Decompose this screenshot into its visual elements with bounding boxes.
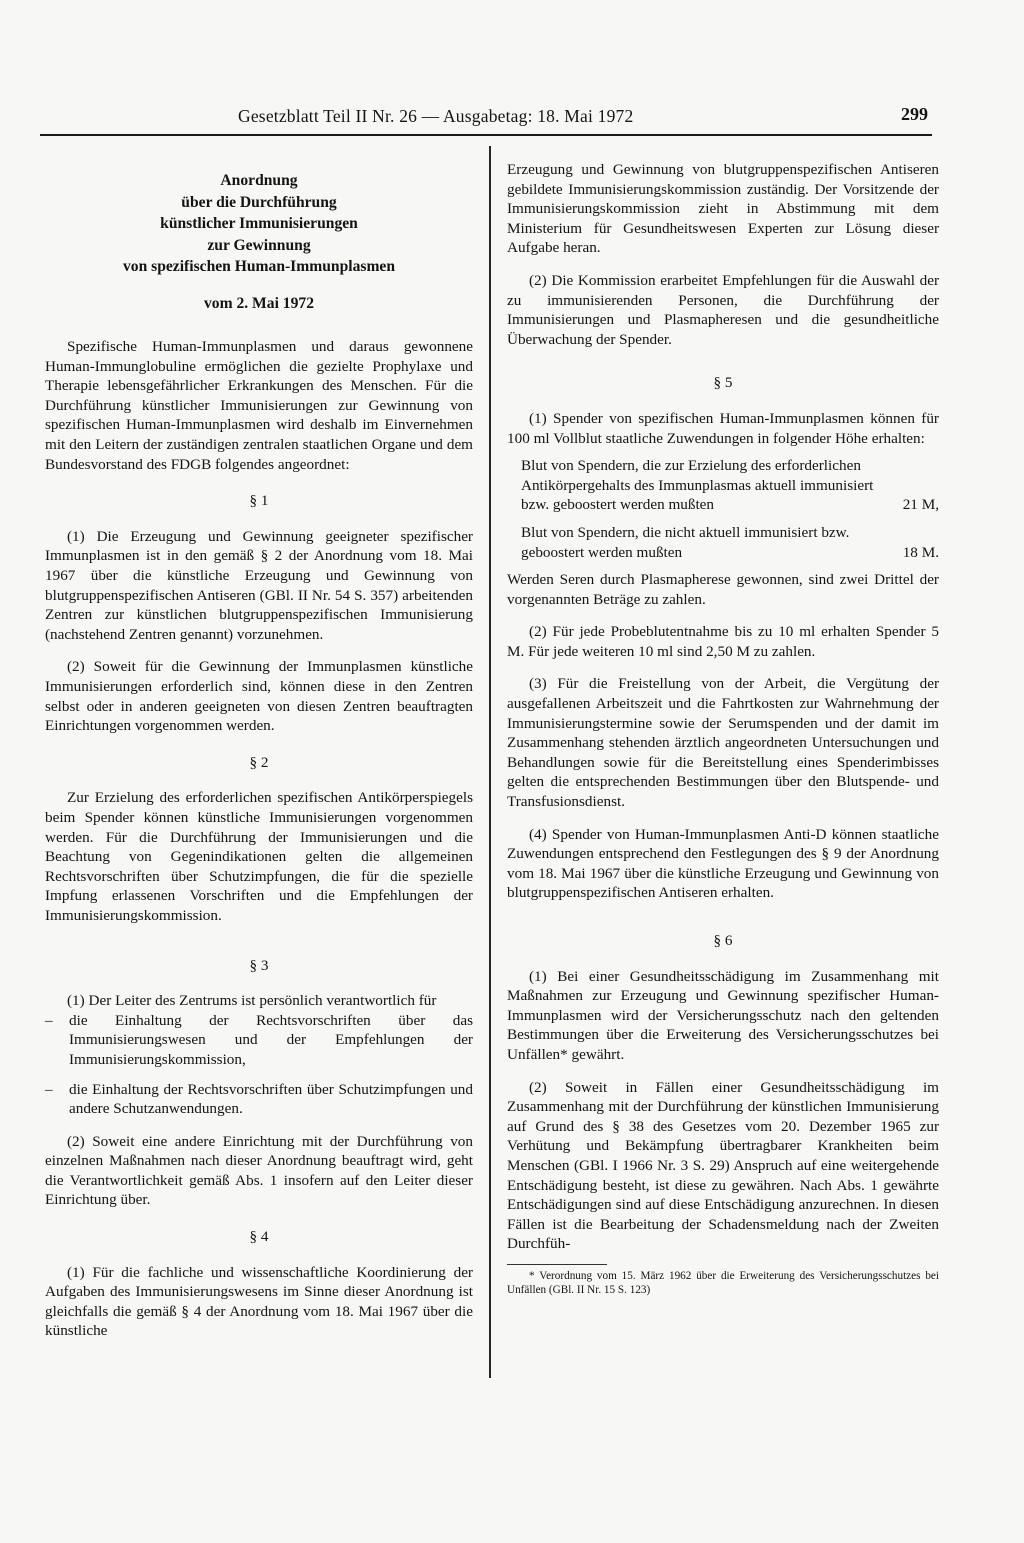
title-line: von spezifischen Human-Immunplasmen [122, 258, 396, 275]
list-item-text: die Einhaltung der Rechtsvorschriften über Schutzimpfungen und andere Schutzanwendungen. [69, 1080, 473, 1118]
footnote-separator [507, 1264, 607, 1265]
section-heading: § 5 [713, 374, 733, 392]
title-line: zur Gewinnung [207, 236, 311, 254]
amount-description: Blut von Spendern, die nicht aktuell immunisiert bzw. geboostert werden mußten [521, 523, 850, 561]
section-heading: § 2 [249, 753, 269, 771]
column-divider [489, 146, 491, 1378]
section-heading: § 4 [249, 1228, 269, 1246]
document-date: vom 2. Mai 1972 [203, 294, 314, 312]
paragraph: (1) Spender von spezifischen Human-Immunplasmen können für 100 ml Vollblut staatliche Zuwendungen in folgender Höhe erhalten: [507, 409, 939, 447]
paragraph: (4) Spender von Human-Immunplasmen Anti-D können staatliche Zuwendungen entsprechend den Festlegungen des § 9 der Anordnung vom 18. Mai 1967 über die künstliche Erzeugung und Gewinnung von blutgruppenspezifischen Antiseren erhalten. [507, 825, 939, 902]
footnote: * Verordnung vom 15. März 1962 über die Erweiterung des Versicherungsschutzes bei Unfällen (GBl. II Nr. 15 S. 123) [507, 1269, 939, 1296]
paragraph: Erzeugung und Gewinnung von blutgruppenspezifischen Antiseren gebildete Immunisierungskommission zuständig. Der Vorsitzende der Immunisierungskommission zieht in Abstimmung mit dem Ministerium für Gesundheitswesen Experten zur Lösung dieser Aufgabe heran. [507, 161, 939, 257]
paragraph: (2) Die Kommission erarbeitet Empfehlungen für die Auswahl der zu immunisierenden Personen, die Durchführung der Immunisierungen und Plasmapheresen und die gesundheitliche Überwachung der Spender. [507, 271, 939, 348]
list-item [45, 1080, 473, 1119]
paragraph: (1) Für die fachliche und wissenschaftliche Koordinierung der Aufgaben des Immunisierungswesens im Sinne dieser Anordnung ist gleichfalls die gemäß § 4 der Anordnung vom 18. Mai 1967 über die künstliche [45, 1263, 473, 1340]
paragraph: (1) Der Leiter des Zentrums ist persönlich verantwortlich für [67, 992, 437, 1010]
section-heading: § 1 [249, 492, 269, 510]
amount-row [507, 456, 939, 515]
gazette-title: Gesetzblatt Teil II Nr. 26 — Ausgabetag: 18. Mai 1972 [238, 106, 634, 126]
paragraph: (2) Soweit eine andere Einrichtung mit der Durchführung von einzelnen Maßnahmen nach dieser Anordnung beauftragt wird, geht die Verantwortlichkeit gemäß Abs. 1 insofern auf den Leiter dieser Einrichtung über. [45, 1132, 473, 1209]
title-line: über die Durchführung [181, 193, 337, 211]
amount-row [507, 523, 939, 562]
amount-value: 21 M, [902, 496, 939, 514]
paragraph: Werden Seren durch Plasmapherese gewonnen, sind zwei Drittel der vorgenannten Beträge zu zahlen. [507, 571, 939, 608]
paragraph: (2) Für jede Probeblutentnahme bis zu 10 ml erhalten Spender 5 M. Für jede weiteren 10 ml sind 2,50 M zu zahlen. [507, 623, 939, 660]
right-column [507, 160, 939, 1297]
document-title [45, 170, 473, 278]
dash-marker: – [45, 1011, 53, 1029]
paragraph: (1) Die Erzeugung und Gewinnung geeigneter spezifischer Immunplasmen ist in den gemäß § 2 der Anordnung vom 18. Mai 1967 über die künstliche Erzeugung und Gewinnung von blutgruppenspezifischen Antiseren (GBl. II Nr. 54 S. 357) arbeitenden Zentren zur künstlichen blutgruppenspezifischen Immunisierung (nachstehend Zentren genannt) vorzunehmen. [45, 527, 473, 643]
paragraph: Zur Erzielung des erforderlichen spezifischen Antikörperspiegels beim Spender können künstliche Immunisierungen vorgenommen werden. Für die Durchführung der Immunisierungen und die Beachtung von Gegenindikationen gelten die allgemeinen Rechtsvorschriften über Schutzimpfungen, die für die spezielle Impfung erlassenen Vorschriften und die Empfehlungen der Immunisierungskommission. [45, 789, 473, 924]
page-number: 299 [901, 104, 928, 124]
left-column [45, 170, 473, 1341]
paragraph: (2) Soweit für die Gewinnung der Immunplasmen künstliche Immunisierungen erforderlich sind, können diese in den Zentren selbst oder in anderen geeigneten von diesen Zentren beauftragten Einrichtungen vorgenommen werden. [45, 658, 473, 735]
preamble: Spezifische Human-Immunplasmen und daraus gewonnene Human-Immunglobuline ermöglichen die gezielte Prophylaxe und Therapie lebensgefährlicher Erkrankungen des Menschen. Für die Durchführung künstlicher Immunisierungen zur Gewinnung von spezifischen Human-Immunplasmen wird deshalb im Einvernehmen mit den Leitern der zuständigen zentralen staatlichen Organe und dem Bundesvorstand des FDGB folgendes angeordnet: [45, 338, 473, 473]
amount-value: 18 M. [902, 543, 939, 561]
section-heading: § 3 [249, 956, 269, 974]
title-line: künstlicher Immunisierungen [160, 215, 358, 232]
amount-description: Blut von Spendern, die zur Erzielung des erforderlichen Antikörpergehalts des Immunplasmas aktuell immunisiert bzw. geboostert werden mußten [521, 457, 874, 514]
page-header [40, 104, 932, 136]
paragraph: (3) Für die Freistellung von der Arbeit, die Vergütung der ausgefallenen Arbeitszeit und die Fahrtkosten zur Wahrnehmung der Immunisierungstermine sowie der Serumspenden und der damit im Zusammenhang stehenden ärztlich angeordneten Untersuchungen und Behandlungen sowie für die Bereitstellung eines Spenderimbisses gelten die entsprechenden Bestimmungen über den Blutspende- und Transfusionsdienst. [507, 675, 939, 811]
dash-marker: – [45, 1080, 53, 1098]
title-line: Anordnung [220, 172, 298, 189]
list-item-text: die Einhaltung der Rechtsvorschriften über das Immunisierungswesen und der Empfehlungen der Immunisierungskommission, [69, 1011, 473, 1068]
list-item [45, 1011, 473, 1070]
paragraph: (1) Bei einer Gesundheitsschädigung im Zusammenhang mit Maßnahmen zur Erzeugung und Gewinnung spezifischer Human-Immunplasmen wird der Versicherungsschutz nach den geltenden Bestimmungen über die Erweiterung des Versicherungsschutzes bei Unfällen* gewährt. [507, 967, 939, 1063]
section-heading: § 6 [713, 932, 733, 949]
paragraph: (2) Soweit in Fällen einer Gesundheitsschädigung im Zusammenhang mit der Durchführung der künstlichen Immunisierung auf Grund des § 38 des Gesetzes vom 20. Dezember 1965 zur Verhütung und Bekämpfung übertragbarer Krankheiten beim Menschen (GBl. I 1966 Nr. 3 S. 29) Anspruch auf eine weitergehende Entschädigung besteht, ist diese zu gewähren. Nach Abs. 1 gewährte Entschädigungen sind auf diese Entschädigung anzurechnen. In diesen Fällen ist die Bearbeitung der Schadensmeldung nach der Zweiten Durchfüh- [507, 1078, 939, 1253]
